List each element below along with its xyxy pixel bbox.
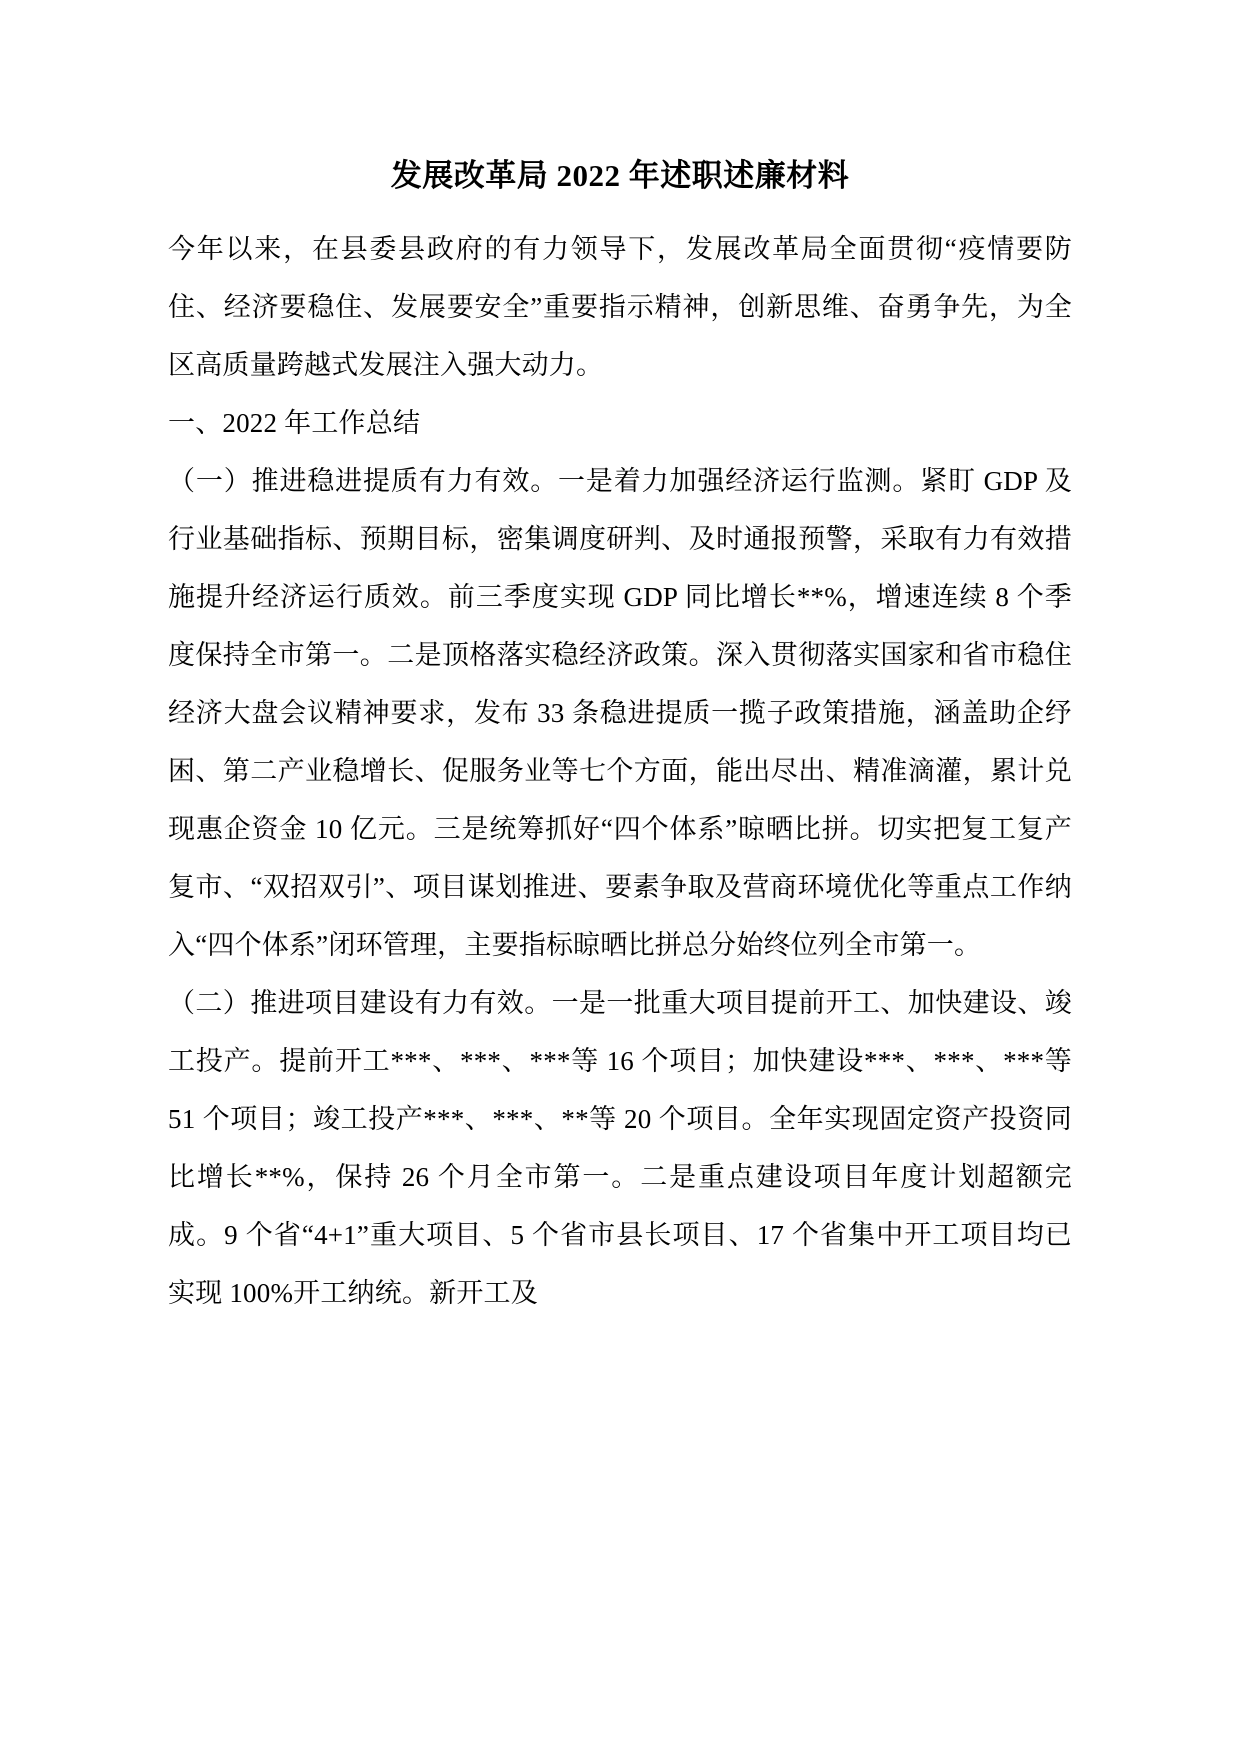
paragraph-intro: 今年以来，在县委县政府的有力领导下，发展改革局全面贯彻“疫情要防住、经济要稳住、发展要安全”重要指示精神，创新思维、奋勇争先，为全区高质量跨越式发展注入强大动力。: [168, 234, 1072, 380]
section-heading-2022-summary: 一、2022 年工作总结: [168, 408, 421, 438]
paragraph-section-one: （一）推进稳进提质有力有效。一是着力加强经济运行监测。紧盯 GDP 及行业基础指标、预期目标，密集调度研判、及时通报预警，采取有力有效措施提升经济运行质效。前三季度实现 GDP 同比增长**%，增速连续 8 个季度保持全市第一。二是顶格落实稳经济政策。深入贯彻落实国家和省市稳住经济大盘会议精神要求，发布 33 条稳进提质一揽子政策措施，涵盖助企纾困、第二产业稳增长、促服务业等七个方面，能出尽出、精准滴灌，累计兑现惠企资金 10 亿元。三是统筹抓好“四个体系”晾晒比拼。切实把复工复产复市、“双招双引”、项目谋划推进、要素争取及营商环境优化等重点工作纳入“四个体系”闭环管理，主要指标晾晒比拼总分始终位列全市第一。: [168, 466, 1072, 960]
document-title: 发展改革局 2022 年述职述廉材料: [390, 158, 850, 193]
paragraph-section-two: （二）推进项目建设有力有效。一是一批重大项目提前开工、加快建设、竣工投产。提前开工***、***、***等 16 个项目；加快建设***、***、***等 51 个项目；竣工投产***、***、**等 20 个项目。全年实现固定资产投资同比增长**%，保持 26 个月全市第一。二是重点建设项目年度计划超额完成。9 个省“4+1”重大项目、5 个省市县长项目、17 个省集中开工项目均已实现 100%开工纳统。新开工及: [168, 988, 1072, 1308]
